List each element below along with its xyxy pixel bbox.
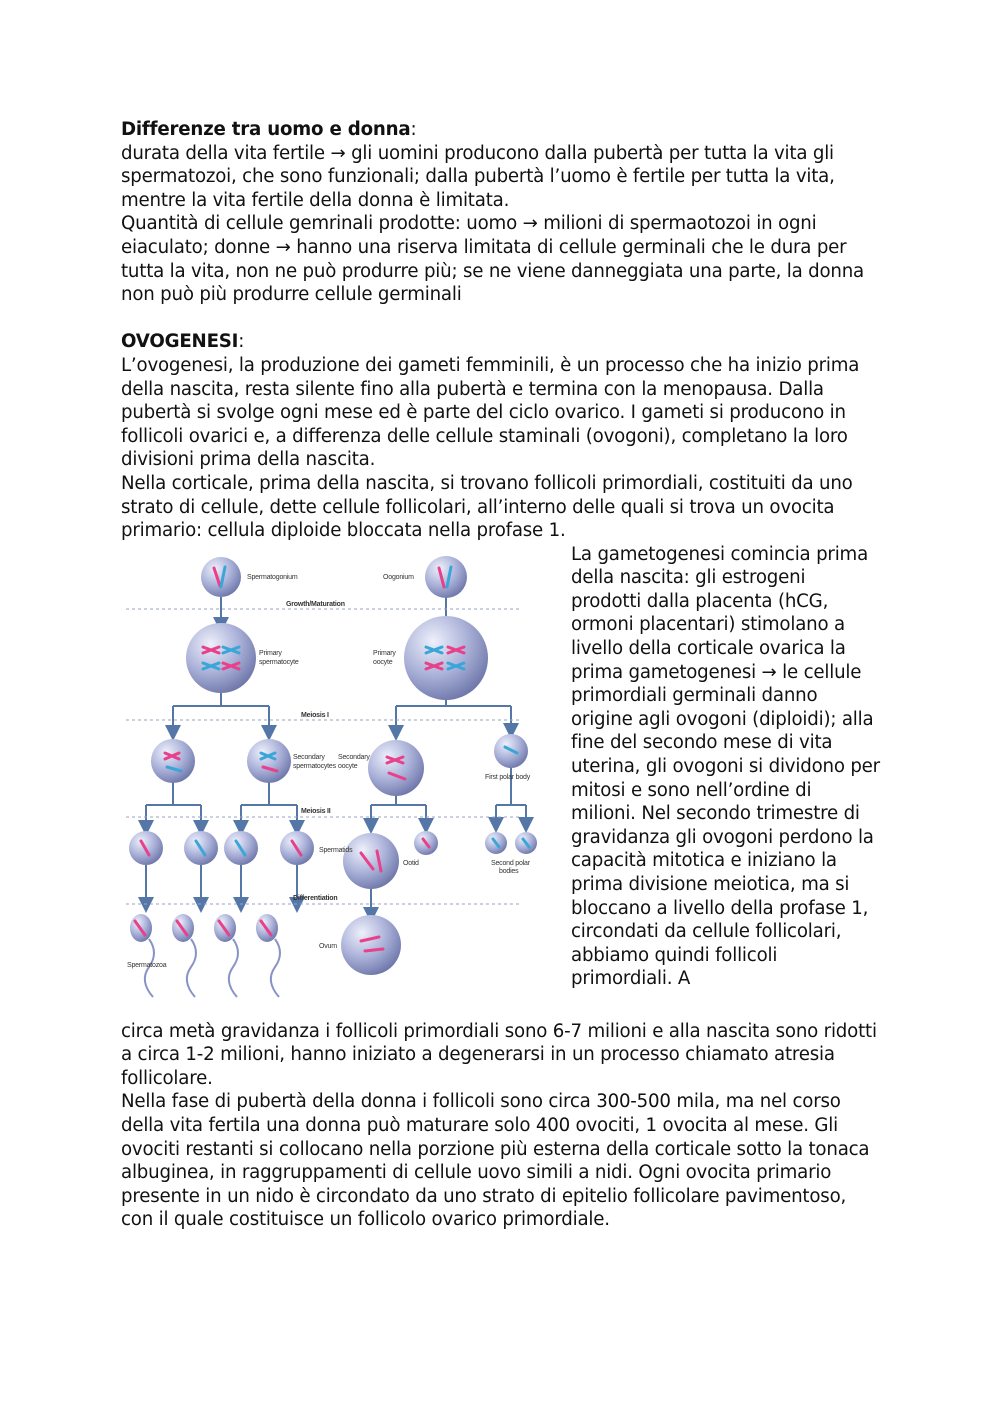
label-oogonium: Oogonium bbox=[383, 573, 414, 581]
label-spermatogonium: Spermatogonium bbox=[247, 573, 298, 581]
side-text: La gametogenesi comincia prima della nascita: gli estrogeni prodotti dalla placenta (hCG, ormoni placentari) stimolano a livello della corticale ovarica la prima gametogenesi → le cellule primordiali germinali danno origine agli ovogoni (diploidi); alla fine del secondo mese di vita uterina, gli ovogoni si dividono per mitosi e sono nell’ordine di milioni. Nel secondo trimestre di gravidanza gli ovogoni perdono la capacità mitotica e iniziano la prima divisione meiotica, ma si bloccano a livello della profase 1, circondati da cellule follicolari, abbiamo quindi follicoli primordiali. A bbox=[571, 543, 880, 990]
label-primary-oocyte-2: oocyte bbox=[373, 658, 393, 666]
label-secondary-spermatocytes-2: spermatocytes bbox=[293, 762, 336, 770]
label-spermatids: Spermatids bbox=[319, 846, 353, 854]
heading-colon: : bbox=[238, 331, 245, 353]
label-second-polar-bodies-1: Second polar bbox=[491, 859, 530, 867]
label-primary-spermatocyte-1: Primary bbox=[259, 649, 282, 657]
heading-ovogenesi-text: OVOGENESI bbox=[121, 331, 239, 353]
gametogenesis-diagram bbox=[121, 543, 571, 1020]
label-second-polar-bodies-2: bodies bbox=[499, 867, 519, 875]
label-meiosis-1: Meiosis I bbox=[301, 711, 329, 719]
heading-differences-text: Differenze tra uomo e donna bbox=[121, 119, 411, 140]
paragraph: Quantità di cellule gemrinali prodotte: uomo → milioni di spermaotozoi in ogni eiaculato; donne → hanno una riserva limitata di cellule germinali che le dura per tutta la vita, non ne può produrre più; se ne viene danneggiata una parte, la donna non può più produrre cellule germinali bbox=[121, 213, 864, 306]
label-growth: Growth/Maturation bbox=[286, 600, 345, 608]
label-differentiation: Differentiation bbox=[293, 894, 338, 902]
heading-colon: : bbox=[410, 119, 417, 140]
label-first-polar-body: First polar body bbox=[485, 773, 531, 781]
paragraph: L’ovogenesi, la produzione dei gameti femminili, è un processo che ha inizio prima della nascita, resta silente fino alla pubertà e termina con la menopausa. Dalla pubertà si svolge ogni mese ed è parte del ciclo ovarico. I gameti si producono in follicoli ovarici e, a differenza delle cellule staminali (ovogoni), completano la loro divisioni prima della nascita. bbox=[121, 354, 860, 471]
label-secondary-oocyte-2: oocyte bbox=[338, 762, 358, 770]
label-secondary-spermatocytes-1: Secondary bbox=[293, 753, 325, 761]
label-secondary-oocyte-1: Secondary bbox=[338, 753, 370, 761]
label-spermatozoa: Spermatozoa bbox=[127, 961, 167, 969]
paragraph: Nella fase di pubertà della donna i follicoli sono circa 300-500 mila, ma nel corso della vita fertila una donna può maturare solo 400 ovociti, 1 ovocita al mese. Gli ovociti restanti si collocano nella porzione più esterna della corticale sotto la tonaca albuginea, in raggruppamenti di cellule uovo simili a nidi. Ogni ovocita primario presente in un nido è circondato da uno strato di epitelio follicolare pavimentoso, con il quale costituisce un follicolo ovarico primordiale. bbox=[121, 1091, 870, 1231]
paragraph: Nella corticale, prima della nascita, si trovano follicoli primordiali, costituiti da uno strato di cellule, dette cellule follicolari, all’interno delle quali si trova un ovocita primario: cellula diploide bloccata nella profase 1. bbox=[121, 472, 853, 542]
paragraph: durata della vita fertile → gli uomini producono dalla pubertà per tutta la vita gli spermatozoi, che sono funzionali; dalla pubertà l’uomo è fertile per tutta la vita, mentre la vita fertile della donna è limitata. bbox=[121, 142, 835, 211]
paragraph: circa metà gravidanza i follicoli primordiali sono 6-7 milioni e alla nascita sono ridotti a circa 1-2 milioni, hanno iniziato a degenerarsi in un processo chiamato atresia follicolare. bbox=[121, 1020, 877, 1089]
label-primary-spermatocyte-2: spermatocyte bbox=[259, 658, 299, 666]
label-ootid: Ootid bbox=[403, 859, 419, 867]
document-page bbox=[121, 118, 881, 1232]
heading-ovogenesi bbox=[121, 330, 881, 354]
figure-row bbox=[121, 543, 881, 1020]
label-ovum: Ovum bbox=[319, 942, 337, 950]
gametogenesis-svg bbox=[121, 543, 571, 1020]
label-meiosis-2: Meiosis II bbox=[301, 807, 331, 815]
label-primary-oocyte-1: Primary bbox=[373, 649, 396, 657]
heading-differences bbox=[121, 118, 881, 142]
